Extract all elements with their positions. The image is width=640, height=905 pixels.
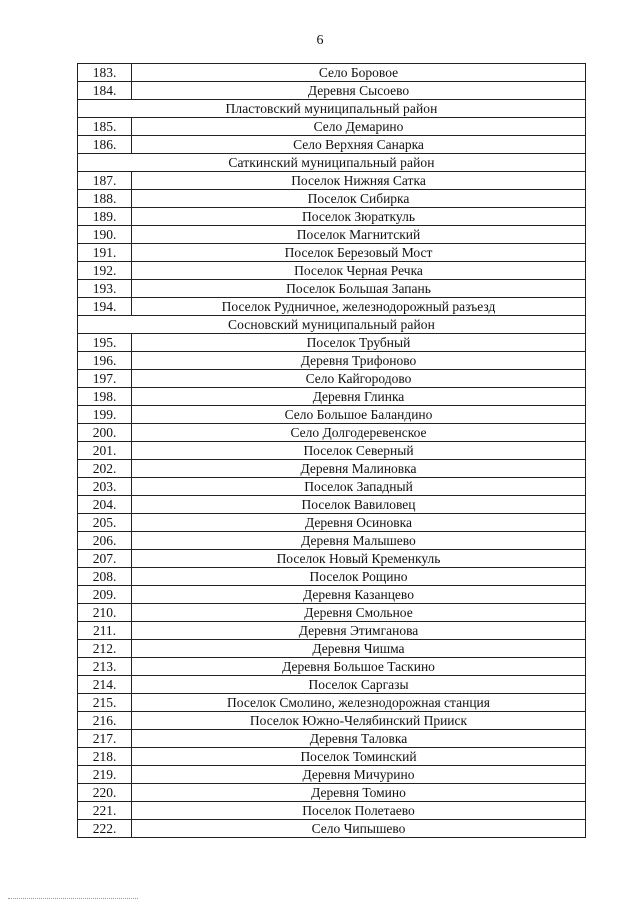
settlement-name: Деревня Большое Таскино bbox=[132, 658, 586, 676]
settlement-name: Поселок Зюраткуль bbox=[132, 208, 586, 226]
settlement-name: Село Кайгородово bbox=[132, 370, 586, 388]
table-row bbox=[78, 334, 586, 352]
settlement-name: Поселок Березовый Мост bbox=[132, 244, 586, 262]
table-row bbox=[78, 388, 586, 406]
row-number: 189. bbox=[78, 208, 132, 226]
table-row bbox=[78, 190, 586, 208]
row-number: 210. bbox=[78, 604, 132, 622]
table-row bbox=[78, 730, 586, 748]
district-name: Пластовский муниципальный район bbox=[78, 100, 586, 118]
settlement-name: Село Большое Баландино bbox=[132, 406, 586, 424]
row-number: 207. bbox=[78, 550, 132, 568]
settlement-name: Село Чипышево bbox=[132, 820, 586, 838]
row-number: 219. bbox=[78, 766, 132, 784]
scan-artifact-line bbox=[8, 898, 138, 899]
table-row bbox=[78, 658, 586, 676]
table-row bbox=[78, 802, 586, 820]
row-number: 190. bbox=[78, 226, 132, 244]
settlement-name: Поселок Северный bbox=[132, 442, 586, 460]
row-number: 187. bbox=[78, 172, 132, 190]
settlement-name: Поселок Полетаево bbox=[132, 802, 586, 820]
table-row bbox=[78, 784, 586, 802]
settlement-name: Село Боровое bbox=[132, 64, 586, 82]
settlement-name: Деревня Глинка bbox=[132, 388, 586, 406]
settlement-name: Поселок Западный bbox=[132, 478, 586, 496]
settlement-name: Деревня Чишма bbox=[132, 640, 586, 658]
district-name: Саткинский муниципальный район bbox=[78, 154, 586, 172]
settlement-name: Деревня Этимганова bbox=[132, 622, 586, 640]
row-number: 200. bbox=[78, 424, 132, 442]
settlements-table bbox=[77, 63, 586, 838]
row-number: 197. bbox=[78, 370, 132, 388]
table-row bbox=[78, 370, 586, 388]
settlement-name: Поселок Южно-Челябинский Прииск bbox=[132, 712, 586, 730]
row-number: 208. bbox=[78, 568, 132, 586]
settlement-name: Деревня Таловка bbox=[132, 730, 586, 748]
table-row bbox=[78, 118, 586, 136]
table-row bbox=[78, 550, 586, 568]
settlement-name: Деревня Казанцево bbox=[132, 586, 586, 604]
row-number: 188. bbox=[78, 190, 132, 208]
settlement-name: Деревня Осиновка bbox=[132, 514, 586, 532]
row-number: 221. bbox=[78, 802, 132, 820]
row-number: 191. bbox=[78, 244, 132, 262]
table-row bbox=[78, 748, 586, 766]
settlement-name: Поселок Сибирка bbox=[132, 190, 586, 208]
table-row bbox=[78, 622, 586, 640]
table-row bbox=[78, 568, 586, 586]
row-number: 218. bbox=[78, 748, 132, 766]
table-row bbox=[78, 694, 586, 712]
table-row bbox=[78, 496, 586, 514]
district-header-row bbox=[78, 316, 586, 334]
settlement-name: Деревня Малиновка bbox=[132, 460, 586, 478]
table-row bbox=[78, 424, 586, 442]
settlement-name: Деревня Сысоево bbox=[132, 82, 586, 100]
settlement-name: Поселок Томинский bbox=[132, 748, 586, 766]
table-row bbox=[78, 208, 586, 226]
table-row bbox=[78, 64, 586, 82]
table-row bbox=[78, 442, 586, 460]
settlement-name: Поселок Черная Речка bbox=[132, 262, 586, 280]
table-row bbox=[78, 406, 586, 424]
row-number: 203. bbox=[78, 478, 132, 496]
row-number: 209. bbox=[78, 586, 132, 604]
row-number: 184. bbox=[78, 82, 132, 100]
table-row bbox=[78, 712, 586, 730]
table-row bbox=[78, 514, 586, 532]
row-number: 194. bbox=[78, 298, 132, 316]
row-number: 196. bbox=[78, 352, 132, 370]
settlement-name: Поселок Магнитский bbox=[132, 226, 586, 244]
table-row bbox=[78, 460, 586, 478]
table-row bbox=[78, 676, 586, 694]
table-row bbox=[78, 478, 586, 496]
settlement-name: Село Демарино bbox=[132, 118, 586, 136]
table-row bbox=[78, 604, 586, 622]
row-number: 204. bbox=[78, 496, 132, 514]
row-number: 199. bbox=[78, 406, 132, 424]
table-row bbox=[78, 820, 586, 838]
settlement-name: Поселок Рудничное, железнодорожный разъезд bbox=[132, 298, 586, 316]
district-header-row bbox=[78, 154, 586, 172]
row-number: 183. bbox=[78, 64, 132, 82]
settlement-name: Село Долгодеревенское bbox=[132, 424, 586, 442]
table-row bbox=[78, 640, 586, 658]
table-row bbox=[78, 280, 586, 298]
table-row bbox=[78, 586, 586, 604]
row-number: 198. bbox=[78, 388, 132, 406]
settlement-name: Деревня Мичурино bbox=[132, 766, 586, 784]
settlement-name: Поселок Вавиловец bbox=[132, 496, 586, 514]
settlement-name: Село Верхняя Санарка bbox=[132, 136, 586, 154]
table-row bbox=[78, 298, 586, 316]
row-number: 205. bbox=[78, 514, 132, 532]
settlement-name: Деревня Смольное bbox=[132, 604, 586, 622]
settlement-name: Поселок Саргазы bbox=[132, 676, 586, 694]
settlements-table-body bbox=[78, 64, 586, 838]
table-row bbox=[78, 136, 586, 154]
row-number: 214. bbox=[78, 676, 132, 694]
row-number: 206. bbox=[78, 532, 132, 550]
table-row bbox=[78, 766, 586, 784]
table-row bbox=[78, 352, 586, 370]
district-header-row bbox=[78, 100, 586, 118]
settlement-name: Поселок Смолино, железнодорожная станция bbox=[132, 694, 586, 712]
row-number: 220. bbox=[78, 784, 132, 802]
settlement-name: Поселок Новый Кременкуль bbox=[132, 550, 586, 568]
settlement-name: Деревня Трифоново bbox=[132, 352, 586, 370]
row-number: 211. bbox=[78, 622, 132, 640]
district-name: Сосновский муниципальный район bbox=[78, 316, 586, 334]
settlement-name: Деревня Томино bbox=[132, 784, 586, 802]
row-number: 222. bbox=[78, 820, 132, 838]
table-row bbox=[78, 172, 586, 190]
row-number: 212. bbox=[78, 640, 132, 658]
settlement-name: Деревня Малышево bbox=[132, 532, 586, 550]
row-number: 215. bbox=[78, 694, 132, 712]
table-row bbox=[78, 244, 586, 262]
settlement-name: Поселок Рощино bbox=[132, 568, 586, 586]
settlement-name: Поселок Большая Запань bbox=[132, 280, 586, 298]
settlement-name: Поселок Трубный bbox=[132, 334, 586, 352]
settlement-name: Поселок Нижняя Сатка bbox=[132, 172, 586, 190]
row-number: 213. bbox=[78, 658, 132, 676]
page-number: 6 bbox=[316, 33, 324, 48]
table-row bbox=[78, 262, 586, 280]
row-number: 195. bbox=[78, 334, 132, 352]
row-number: 193. bbox=[78, 280, 132, 298]
row-number: 185. bbox=[78, 118, 132, 136]
row-number: 202. bbox=[78, 460, 132, 478]
row-number: 201. bbox=[78, 442, 132, 460]
table-row bbox=[78, 532, 586, 550]
row-number: 186. bbox=[78, 136, 132, 154]
row-number: 192. bbox=[78, 262, 132, 280]
table-row bbox=[78, 226, 586, 244]
row-number: 217. bbox=[78, 730, 132, 748]
row-number: 216. bbox=[78, 712, 132, 730]
table-row bbox=[78, 82, 586, 100]
